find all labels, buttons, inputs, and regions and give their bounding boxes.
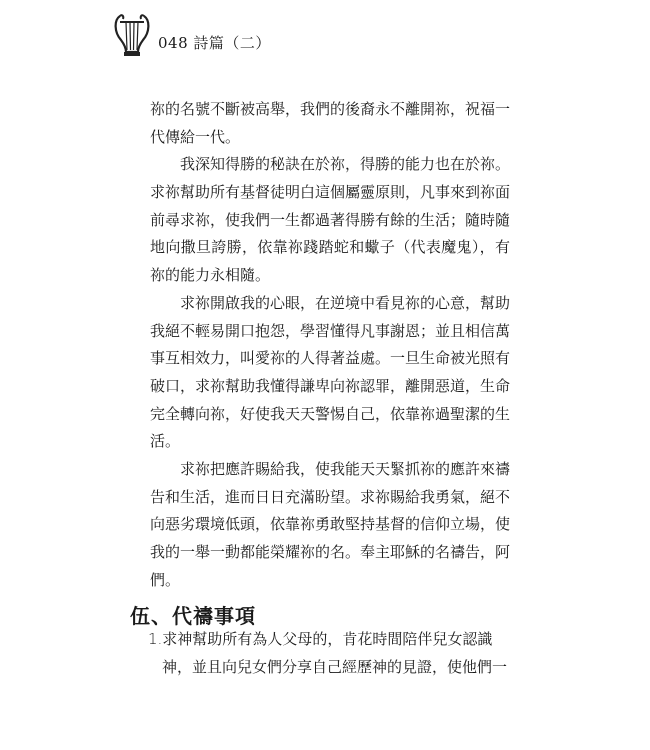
text-line: 完全轉向祢，好使我天天警惕自己，依靠祢過聖潔的生 [150, 404, 511, 423]
section-heading: 伍、代禱事項 [130, 604, 256, 628]
text-line: 求祢幫助所有基督徒明白這個屬靈原則，凡事來到祢面 [150, 183, 511, 202]
text-line: 們。 [150, 570, 181, 589]
list-item: 1.求神幫助所有為人父母的，肯花時間陪伴兒女認識 [148, 630, 493, 648]
text-line: 破口，求祢幫助我懂得謙卑向祢認罪，離開惡道，生命 [150, 376, 511, 395]
text-line: 告和生活，進而日日充滿盼望。求祢賜給我勇氣，絕不 [150, 487, 511, 506]
text-line: 活。 [150, 432, 181, 451]
text-line: 我深知得勝的秘訣在於祢，得勝的能力也在於祢。 [180, 155, 511, 174]
text-line: 祢的名號不斷被高舉，我們的後裔永不離開祢，祝福一 [150, 100, 511, 118]
text-line: 地向撒旦誇勝，依靠祢踐踏蛇和蠍子（代表魔鬼），有 [150, 238, 510, 257]
prayer-body [150, 96, 510, 594]
text-line: 事互相效力，叫愛祢的人得著益處。一旦生命被光照有 [150, 349, 511, 368]
prayer-items-list [148, 626, 510, 681]
text-line: 代傳給一代。 [150, 127, 241, 146]
text-line: 求祢把應許賜給我，使我能天天緊抓祢的應許來禱 [180, 459, 511, 478]
lyre-icon [112, 10, 152, 60]
text-line: 我的一舉一動都能榮耀祢的名。奉主耶穌的名禱告，阿 [150, 543, 511, 561]
text-line: 向惡劣環境低頭，依靠祢勇敢堅持基督的信仰立場，使 [150, 515, 511, 534]
text-line: 前尋求祢，使我們一生都過著得勝有餘的生活；隨時隨 [150, 210, 511, 229]
text-line: 祢的能力永相隨。 [150, 266, 271, 285]
text-line: 我絕不輕易開口抱怨，學習懂得凡事謝恩；並且相信萬 [150, 321, 511, 340]
text-line: 求祢開啟我的心眼，在逆境中看見祢的心意，幫助 [180, 293, 511, 312]
running-title: 048 詩篇（二） [158, 34, 271, 52]
list-item-continuation: 神，並且向兒女們分享自己經歷神的見證，使他們一 [162, 657, 508, 676]
